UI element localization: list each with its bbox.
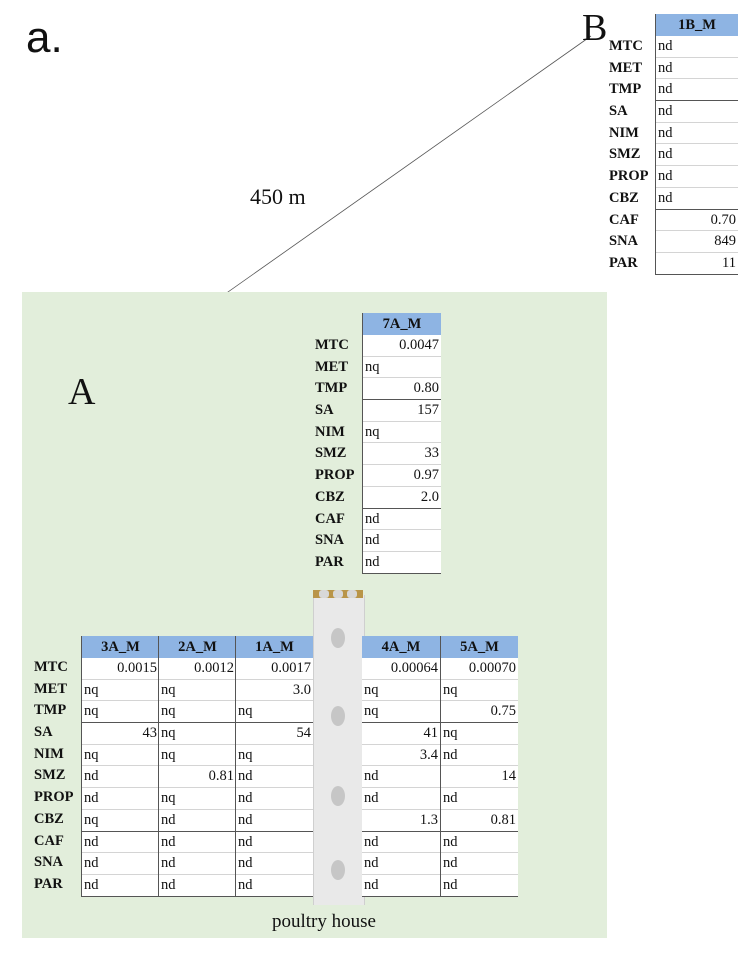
table-cell: 14: [441, 766, 518, 788]
table-cell: nd: [656, 58, 738, 80]
row-label: CBZ: [609, 189, 639, 206]
table-cell: nd: [441, 788, 518, 810]
table-cell: 0.70: [656, 210, 738, 232]
row-label: SNA: [315, 532, 345, 549]
table-cell: 0.75: [441, 701, 518, 723]
table-cell: nd: [82, 832, 159, 854]
table-cell: nd: [159, 853, 236, 875]
table-cell: nq: [82, 745, 159, 767]
row-label: SMZ: [609, 146, 641, 163]
table-cell: nd: [236, 875, 313, 897]
sample-header: 1B_M: [656, 14, 738, 36]
table-cell: 3.4: [362, 745, 440, 767]
table-cell: 0.0017: [236, 658, 313, 680]
table-cell: nd: [362, 788, 440, 810]
table-cell: nq: [159, 788, 236, 810]
table-cell: nd: [82, 766, 159, 788]
table-cell: nd: [82, 875, 159, 897]
table-cell: nd: [159, 875, 236, 897]
sample-header: 1A_M: [236, 636, 313, 658]
row-label: PAR: [609, 254, 638, 271]
table-cell: 0.81: [159, 766, 236, 788]
table-cell: nq: [441, 680, 518, 702]
row-label: PROP: [34, 789, 74, 806]
row-label: NIM: [315, 423, 345, 440]
table-cell: 0.0015: [82, 658, 159, 680]
table-cell: nd: [159, 832, 236, 854]
site-b-label: B: [582, 7, 608, 49]
table-cell: nq: [159, 680, 236, 702]
table-cell: nd: [656, 166, 738, 188]
row-label: CAF: [315, 510, 345, 527]
table-cell: nd: [441, 853, 518, 875]
row-label: PAR: [315, 553, 344, 570]
table-cell: nd: [236, 832, 313, 854]
table-cell: nq: [159, 745, 236, 767]
table-cell: nd: [236, 810, 313, 832]
sample-table: [362, 636, 440, 897]
table-cell: nq: [363, 357, 441, 379]
sample-header: 2A_M: [159, 636, 236, 658]
sample-table: [440, 636, 518, 897]
table-cell: nd: [656, 188, 738, 210]
table-cell: nd: [363, 552, 441, 574]
row-label: SMZ: [315, 445, 347, 462]
row-label: MTC: [609, 38, 643, 54]
row-label: TMP: [315, 380, 348, 397]
table-cell: nq: [159, 723, 236, 745]
table-cell: nd: [362, 832, 440, 854]
table-cell: nd: [236, 853, 313, 875]
table-cell: nq: [82, 701, 159, 723]
panel-label: a.: [26, 13, 63, 62]
table-cell: nq: [82, 680, 159, 702]
row-label: CBZ: [34, 810, 64, 827]
table-cell: nd: [363, 530, 441, 552]
table-cell: 0.00064: [362, 658, 440, 680]
sample-header: 5A_M: [441, 636, 518, 658]
table-cell: nd: [656, 36, 738, 58]
site-a-label: A: [68, 371, 96, 413]
row-label: NIM: [609, 124, 639, 141]
table-cell: nd: [362, 853, 440, 875]
table-cell: nd: [363, 509, 441, 531]
table-cell: 2.0: [363, 487, 441, 509]
table-cell: nd: [236, 766, 313, 788]
table-cell: 157: [363, 400, 441, 422]
table-cell: nd: [159, 810, 236, 832]
table-cell: nq: [236, 745, 313, 767]
table-cell: 43: [82, 723, 159, 745]
table-cell: nq: [159, 701, 236, 723]
row-label: MET: [609, 59, 643, 76]
feeder-icon: [331, 860, 345, 880]
feeder-icon: [331, 786, 345, 806]
sample-table: [235, 636, 313, 897]
table-cell: nd: [362, 766, 440, 788]
row-label: SNA: [609, 233, 639, 250]
table-cell: nd: [441, 875, 518, 897]
row-label: CAF: [34, 832, 64, 849]
row-label: CAF: [609, 211, 639, 228]
table-cell: 0.97: [363, 465, 441, 487]
table-cell: nq: [236, 701, 313, 723]
row-label: PROP: [315, 467, 355, 484]
table-cell: nd: [656, 79, 738, 101]
table-cell: nd: [82, 853, 159, 875]
table-cell: nd: [362, 875, 440, 897]
table-cell: nd: [441, 745, 518, 767]
table-cell: nq: [362, 680, 440, 702]
table-cell: 849: [656, 231, 738, 253]
sample-header: 3A_M: [82, 636, 159, 658]
table-cell: nd: [236, 788, 313, 810]
row-labels: [315, 335, 354, 574]
table-cell: 3.0: [236, 680, 313, 702]
table-cell: 11: [656, 253, 738, 275]
table-cell: 1.3: [362, 810, 440, 832]
table-cell: 41: [362, 723, 440, 745]
table-cell: 0.0012: [159, 658, 236, 680]
table-cell: 0.80: [363, 378, 441, 400]
sample-table: [81, 636, 159, 897]
row-label: TMP: [609, 81, 642, 98]
row-label: MTC: [34, 659, 68, 675]
table-cell: nq: [441, 723, 518, 745]
table-cell: nd: [656, 144, 738, 166]
row-label: PROP: [609, 168, 649, 185]
poultry-house-label: poultry house: [272, 911, 376, 932]
row-label: MET: [34, 680, 68, 697]
row-label: SMZ: [34, 767, 66, 784]
row-label: PAR: [34, 875, 63, 892]
table-cell: 33: [363, 443, 441, 465]
row-label: MET: [315, 358, 349, 375]
distance-label: 450 m: [250, 184, 306, 209]
sample-header: 4A_M: [362, 636, 440, 658]
feeder-icon: [331, 706, 345, 726]
table-cell: nq: [82, 810, 159, 832]
sample-table: [362, 313, 441, 574]
sample-header: 7A_M: [363, 313, 441, 335]
row-labels: [34, 657, 73, 896]
row-label: MTC: [315, 337, 349, 353]
row-labels: [609, 36, 648, 275]
table-cell: nq: [362, 701, 440, 723]
table-cell: nd: [656, 123, 738, 145]
table-cell: nd: [82, 788, 159, 810]
table-cell: nq: [363, 422, 441, 444]
table-cell: 0.0047: [363, 335, 441, 357]
row-label: NIM: [34, 745, 64, 762]
row-label: SA: [34, 724, 53, 741]
poultry-house-roof: [313, 590, 363, 598]
row-label: SA: [609, 103, 628, 120]
table-cell: 0.00070: [441, 658, 518, 680]
row-label: SNA: [34, 854, 64, 871]
table-cell: nd: [441, 832, 518, 854]
sample-table: [655, 14, 738, 275]
sample-table: [158, 636, 236, 897]
row-label: TMP: [34, 702, 67, 719]
table-cell: nd: [656, 101, 738, 123]
row-label: SA: [315, 402, 334, 419]
table-cell: 54: [236, 723, 313, 745]
row-label: CBZ: [315, 488, 345, 505]
table-cell: 0.81: [441, 810, 518, 832]
feeder-icon: [331, 628, 345, 648]
